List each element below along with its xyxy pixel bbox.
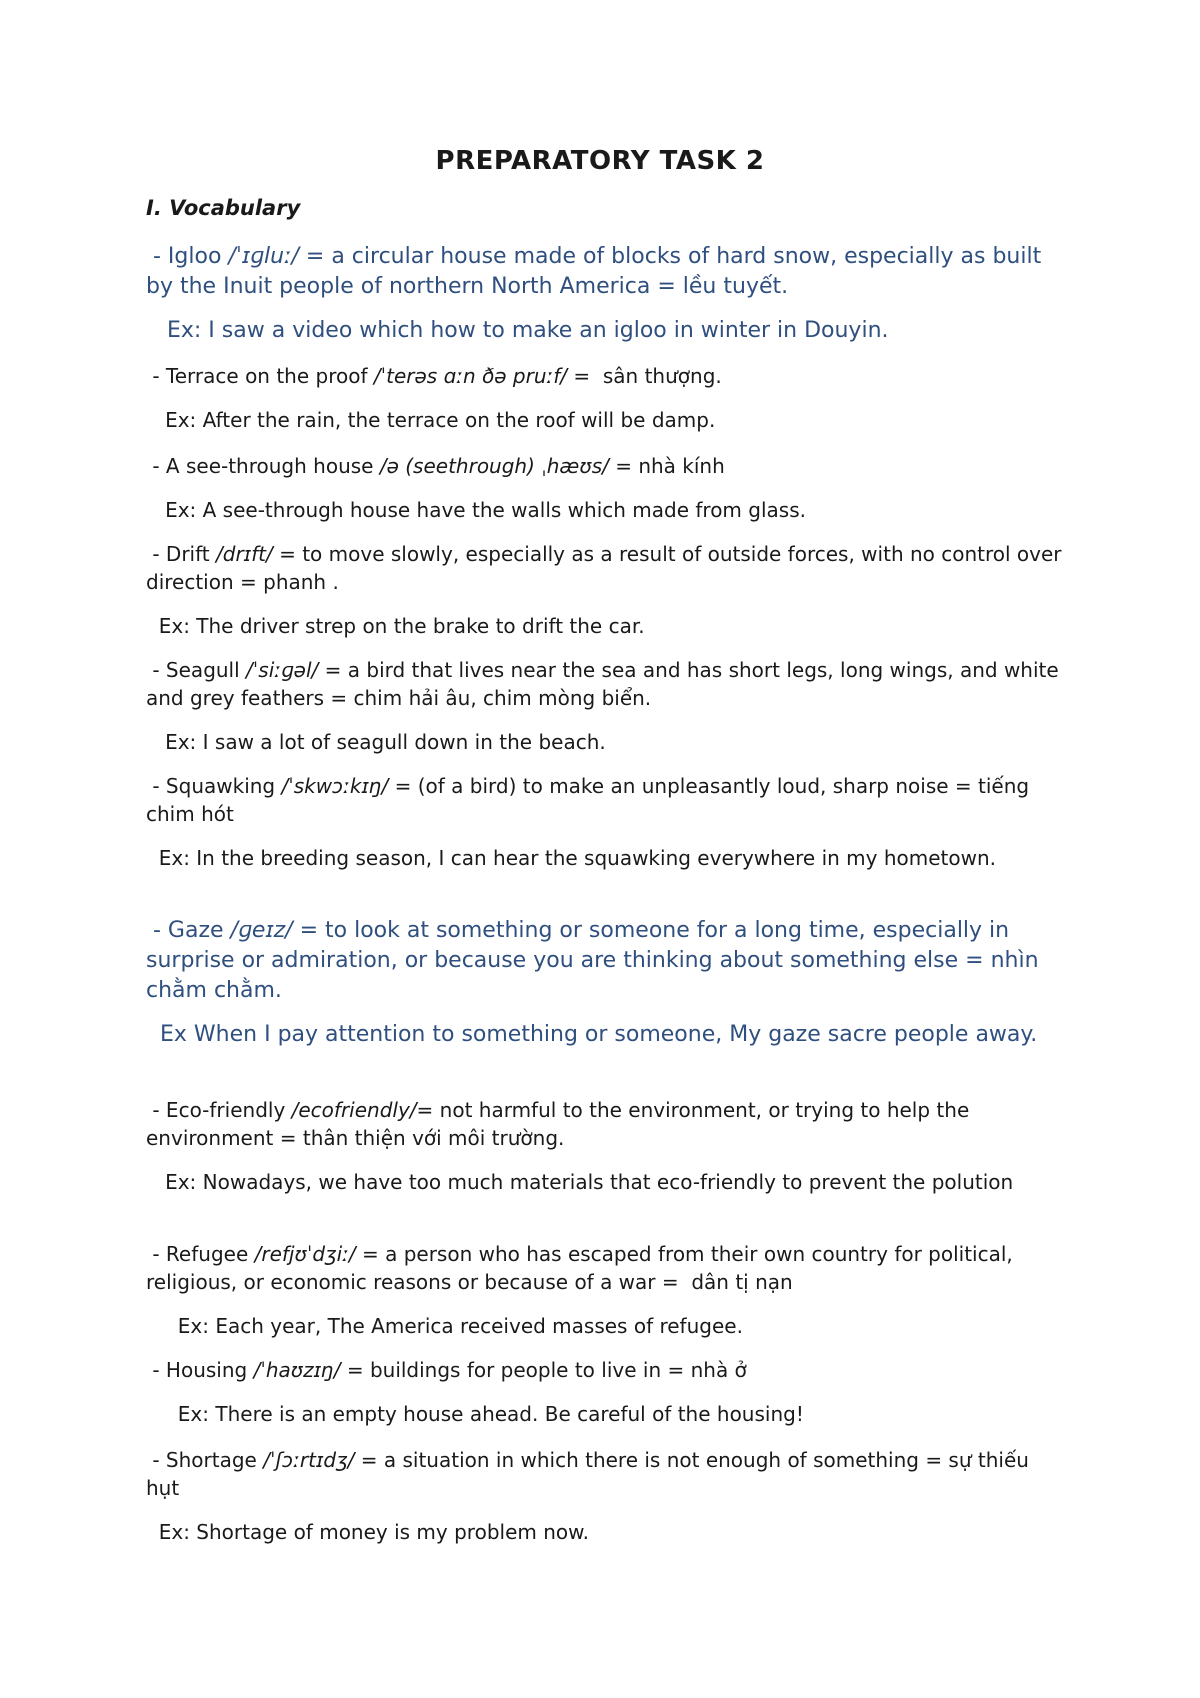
- example-seagull: Ex: I saw a lot of seagull down in the beach.: [146, 730, 606, 754]
- page-title: PREPARATORY TASK 2: [435, 146, 765, 176]
- example-igloo: Ex: I saw a video which how to make an igloo in winter in Douyin.: [146, 318, 889, 343]
- entry-igloo: - Igloo /ˈɪɡluː/ = a circular house made of blocks of hard snow, especially as built by the Inuit people of northern North America = lều tuyết.: [146, 244, 1049, 299]
- example-drift: Ex: The driver strep on the brake to drift the car.: [146, 614, 645, 638]
- entry-housing: - Housing /ˈhaʊzɪŋ/ = buildings for people to live in = nhà ở: [146, 1358, 747, 1382]
- example-squawking: Ex: In the breeding season, I can hear the squawking everywhere in my hometown.: [146, 846, 997, 870]
- example-eco-friendly: Ex: Nowadays, we have too much materials that eco-friendly to prevent the polution: [146, 1170, 1014, 1194]
- entry-squawking: - Squawking /ˈskwɔːkɪŋ/ = (of a bird) to make an unpleasantly loud, sharp noise = tiếng chim hót: [146, 774, 1036, 826]
- entry-refugee: - Refugee /refjʊˈdʒiː/ = a person who has escaped from their own country for political, religious, or economic reasons or because of a war = dân tị nạn: [146, 1242, 1020, 1294]
- example-see-through-house: Ex: A see-through house have the walls which made from glass.: [146, 498, 806, 522]
- example-refugee: Ex: Each year, The America received masses of refugee.: [146, 1314, 743, 1338]
- entry-gaze: - Gaze /ɡeɪz/ = to look at something or someone for a long time, especially in surprise or admiration, or because you are thinking about something else = nhìn chằm chằm.: [146, 918, 1046, 1003]
- entry-see-through-house: - A see-through house /ə (seethrough) ˌhæʊs/ = nhà kính: [146, 454, 725, 478]
- entry-eco-friendly: - Eco-friendly /ecofriendly/= not harmful to the environment, or trying to help the environment = thân thiện với môi trường.: [146, 1098, 976, 1150]
- example-terrace: Ex: After the rain, the terrace on the roof will be damp.: [146, 408, 716, 432]
- section-heading: I. Vocabulary: [146, 196, 301, 220]
- example-housing: Ex: There is an empty house ahead. Be careful of the housing!: [146, 1402, 804, 1426]
- entry-seagull: - Seagull /ˈsiːɡəl/ = a bird that lives near the sea and has short legs, long wings, and white and grey feathers = chim hải âu, chim mòng biển.: [146, 658, 1066, 710]
- entry-terrace: - Terrace on the proof /ˈterəs ɑːn ðə pruːf/ = sân thượng.: [146, 364, 722, 388]
- example-gaze: Ex When I pay attention to something or someone, My gaze sacre people away.: [146, 1022, 1038, 1047]
- example-shortage: Ex: Shortage of money is my problem now.: [146, 1520, 590, 1544]
- entry-shortage: - Shortage /ˈʃɔːrtɪdʒ/ = a situation in which there is not enough of something = sự thiếu hụt: [146, 1448, 1036, 1500]
- entry-drift: - Drift /drɪft/ = to move slowly, especially as a result of outside forces, with no control over direction = phanh .: [146, 542, 1068, 594]
